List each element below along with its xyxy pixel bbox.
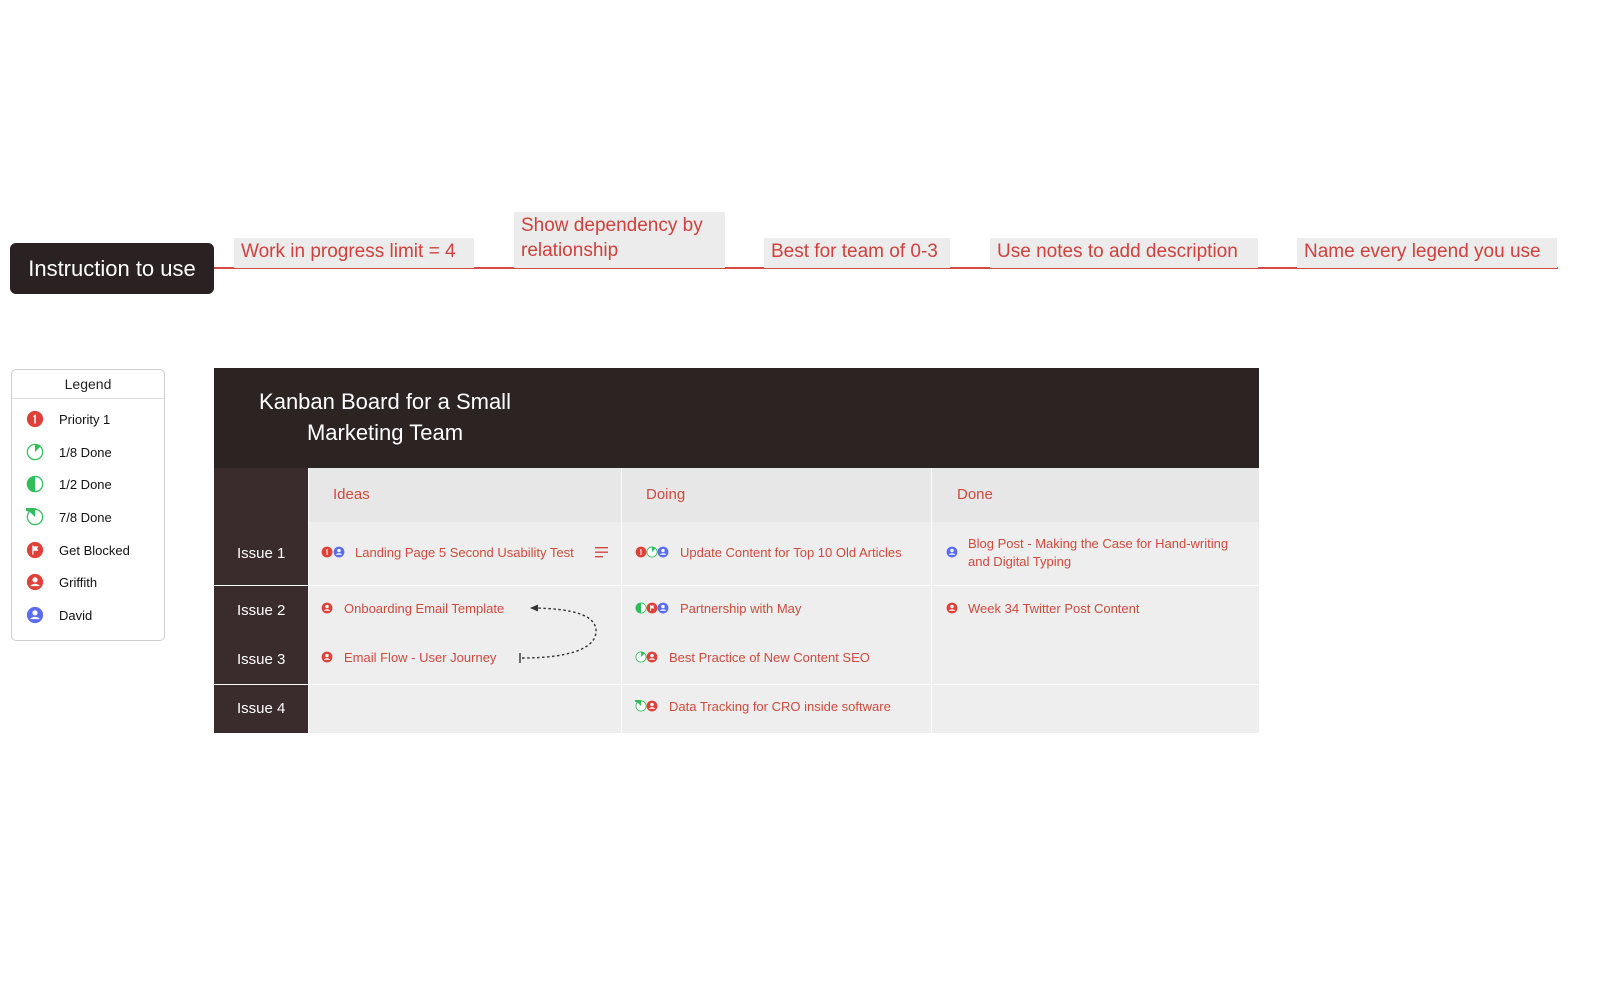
row-header-issue-2-3 [214, 586, 308, 684]
task-update-content[interactable]: Update Content for Top 10 Old Articles [680, 545, 902, 560]
person-icon [26, 606, 44, 624]
column-label-ideas[interactable]: Ideas [333, 486, 370, 503]
instruction-note-legend[interactable]: Name every legend you use [1297, 238, 1557, 268]
column-label-doing[interactable]: Doing [646, 486, 686, 503]
person-icon [321, 602, 333, 614]
legend-item-get-blocked: Get Blocked [12, 538, 164, 562]
progress-1-8-icon [26, 443, 44, 461]
board-title[interactable]: Kanban Board for a Small Marketing Team [259, 389, 511, 445]
priority-1-icon [26, 410, 44, 428]
instruction-root-label: Instruction to use [28, 255, 196, 281]
legend-item-7-8-done: 7/8 Done [12, 505, 164, 529]
person-icon [646, 700, 658, 712]
person-icon [657, 546, 669, 558]
instruction-note-notes[interactable]: Use notes to add description [990, 238, 1258, 268]
instruction-note-dependency[interactable]: Show dependency by relationship [514, 212, 725, 268]
task-email-flow[interactable]: Email Flow - User Journey [344, 650, 497, 665]
task-onboarding-email[interactable]: Onboarding Email Template [344, 601, 505, 616]
dependency-relationship-arrow[interactable] [510, 598, 610, 668]
task-twitter-post[interactable]: Week 34 Twitter Post Content [968, 601, 1140, 616]
flag-icon [26, 541, 44, 559]
legend-item-david: David [12, 603, 164, 627]
legend-item-priority-1: Priority 1 [12, 407, 164, 431]
legend-title: Legend [12, 370, 164, 399]
cell-ideas-row-4 [309, 685, 621, 733]
legend-item-1-2-done: 1/2 Done [12, 472, 164, 496]
progress-7-8-icon [26, 508, 44, 526]
cell-done-row-4 [932, 685, 1259, 733]
instruction-note-wip-limit[interactable]: Work in progress limit = 4 [234, 238, 474, 268]
task-partnership-may[interactable]: Partnership with May [680, 601, 802, 616]
row-label-issue-1[interactable]: Issue 1 [237, 545, 286, 562]
person-icon [333, 546, 345, 558]
legend-item-1-8-done: 1/8 Done [12, 440, 164, 464]
person-icon [646, 651, 658, 663]
row-label-issue-4[interactable]: Issue 4 [237, 700, 286, 717]
instruction-root-topic[interactable] [10, 243, 214, 294]
row-label-issue-3[interactable]: Issue 3 [237, 651, 286, 668]
legend-item-griffith: Griffith [12, 570, 164, 594]
task-best-practice-seo[interactable]: Best Practice of New Content SEO [669, 650, 870, 665]
person-icon [946, 602, 958, 614]
progress-1-2-icon [26, 475, 44, 493]
task-data-tracking[interactable]: Data Tracking for CRO inside software [669, 699, 891, 714]
column-label-done[interactable]: Done [957, 486, 993, 503]
priority-1-icon [321, 546, 333, 558]
task-landing-page-test[interactable]: Landing Page 5 Second Usability Test [355, 545, 574, 560]
legend-panel[interactable] [11, 369, 165, 641]
person-icon [321, 651, 333, 663]
board-corner-cell [214, 468, 308, 522]
instruction-note-team-size[interactable]: Best for team of 0-3 [764, 238, 950, 268]
notes-icon[interactable] [595, 547, 608, 558]
task-blog-post[interactable]: Blog Post - Making the Case for Hand-writing and Digital Typing [968, 536, 1229, 569]
person-icon [657, 602, 669, 614]
person-icon [26, 573, 44, 591]
person-icon [946, 546, 958, 558]
row-label-issue-2[interactable]: Issue 2 [237, 602, 286, 619]
